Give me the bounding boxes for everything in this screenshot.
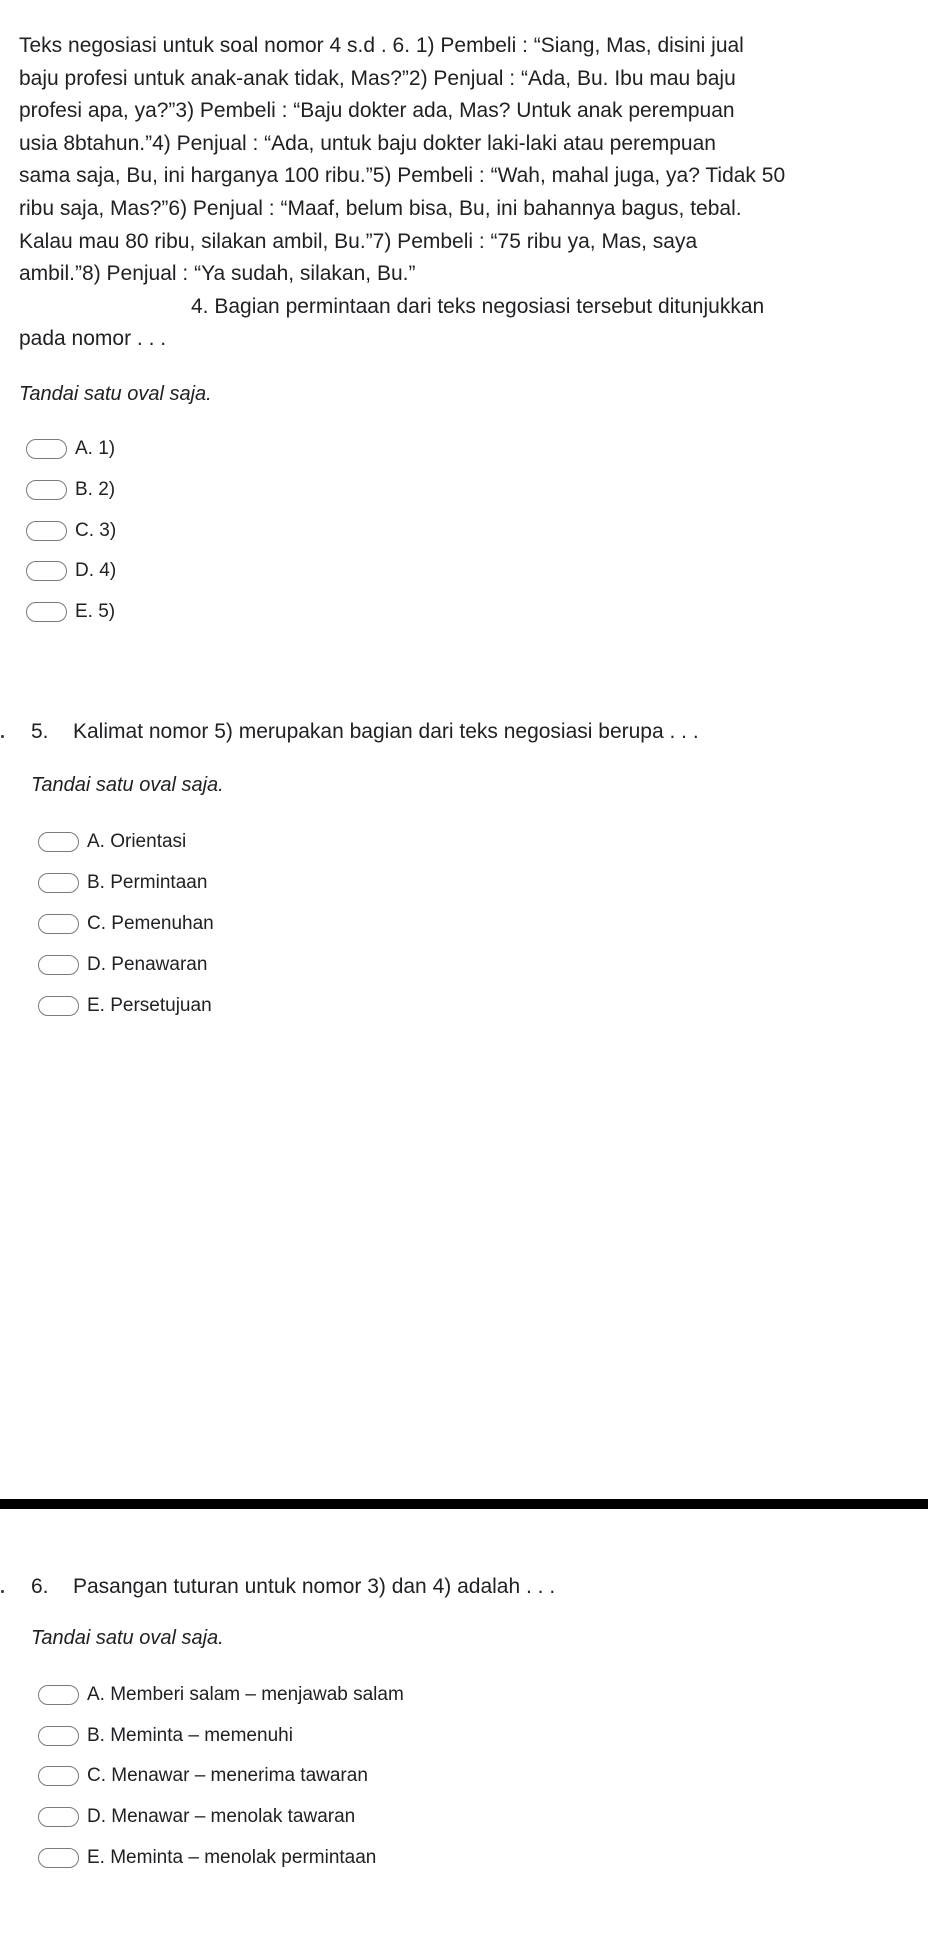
option-label: A. 1)	[75, 438, 116, 459]
q5-option-b[interactable]	[38, 868, 207, 898]
q6-option-b[interactable]	[38, 1721, 293, 1751]
q6-option-e[interactable]	[38, 1843, 376, 1873]
radio-oval[interactable]	[38, 1807, 79, 1827]
passage-line: sama saja, Bu, ini harganya 100 ribu.”5) Pembeli : “Wah, mahal juga, ya? Tidak 50	[19, 164, 786, 188]
option-label: B. Meminta – memenuhi	[87, 1725, 293, 1746]
option-label: E. Persetujuan	[87, 995, 212, 1016]
radio-oval[interactable]	[38, 832, 79, 852]
q4-option-b[interactable]	[26, 475, 115, 505]
q6-option-d[interactable]	[38, 1802, 355, 1832]
q5-title	[31, 720, 699, 744]
option-label: D. 4)	[75, 560, 117, 581]
q6-title	[31, 1575, 555, 1599]
passage-line: baju profesi untuk anak-anak tidak, Mas?”2) Penjual : “Ada, Bu. Ibu mau baju	[19, 66, 736, 90]
page-divider	[0, 1499, 928, 1509]
q5-option-d[interactable]	[38, 950, 207, 980]
radio-oval[interactable]	[38, 955, 79, 975]
passage-line: profesi apa, ya?”3) Pembeli : “Baju dokter ada, Mas? Untuk anak perempuan	[19, 99, 735, 123]
q5-text: Kalimat nomor 5) merupakan bagian dari teks negosiasi berupa . . .	[73, 720, 699, 743]
option-label: B. Permintaan	[87, 872, 208, 893]
passage-line: usia 8btahun.”4) Penjual : “Ada, untuk baju dokter laki-laki atau perempuan	[19, 131, 716, 155]
radio-oval[interactable]	[38, 914, 79, 934]
q4-option-c[interactable]	[26, 516, 116, 546]
radio-oval[interactable]	[38, 873, 79, 893]
passage-line: Kalau mau 80 ribu, silakan ambil, Bu.”7) Pembeli : “75 ribu ya, Mas, saya	[19, 229, 698, 253]
margin-dot	[1, 735, 4, 738]
option-label: C. 3)	[75, 520, 117, 541]
radio-oval[interactable]	[26, 521, 67, 541]
option-label: A. Memberi salam – menjawab salam	[87, 1684, 404, 1705]
q4-option-e[interactable]	[26, 597, 115, 627]
radio-oval[interactable]	[26, 561, 67, 581]
q5-option-e[interactable]	[38, 991, 212, 1021]
option-label: C. Menawar – menerima tawaran	[87, 1765, 368, 1786]
option-label: D. Menawar – menolak tawaran	[87, 1806, 356, 1827]
q4-passage	[19, 30, 819, 356]
radio-oval[interactable]	[38, 1848, 79, 1868]
q4-question-text: 4. Bagian permintaan dari teks negosiasi tersebut ditunjukkan	[191, 294, 765, 318]
margin-dot	[1, 1590, 4, 1593]
q4-question-text-cont: pada nomor . . .	[19, 327, 167, 351]
q6-option-a[interactable]	[38, 1680, 404, 1710]
option-label: B. 2)	[75, 479, 116, 500]
radio-oval[interactable]	[26, 602, 67, 622]
q6-number: 6.	[31, 1575, 49, 1598]
q6-option-c[interactable]	[38, 1761, 368, 1791]
q6-text: Pasangan tuturan untuk nomor 3) dan 4) adalah . . .	[73, 1575, 556, 1598]
passage-line: Teks negosiasi untuk soal nomor 4 s.d . 6. 1) Pembeli : “Siang, Mas, disini jual	[19, 34, 744, 57]
q5-option-c[interactable]	[38, 909, 214, 939]
option-label: C. Pemenuhan	[87, 913, 214, 934]
radio-oval[interactable]	[38, 1726, 79, 1746]
radio-oval[interactable]	[26, 439, 67, 459]
q6-instruction: Tandai satu oval saja.	[31, 1627, 224, 1649]
option-label: D. Penawaran	[87, 954, 208, 975]
q5-number: 5.	[31, 720, 49, 743]
q5-option-a[interactable]	[38, 827, 186, 857]
radio-oval[interactable]	[38, 996, 79, 1016]
q4-option-a[interactable]	[26, 434, 115, 464]
radio-oval[interactable]	[38, 1685, 79, 1705]
option-label: E. Meminta – menolak permintaan	[87, 1847, 377, 1868]
q5-instruction: Tandai satu oval saja.	[31, 774, 224, 796]
q4-option-d[interactable]	[26, 556, 116, 586]
radio-oval[interactable]	[26, 480, 67, 500]
radio-oval[interactable]	[38, 1766, 79, 1786]
option-label: E. 5)	[75, 601, 116, 622]
passage-line: ambil.”8) Penjual : “Ya sudah, silakan, Bu.”	[19, 262, 416, 286]
q4-instruction: Tandai satu oval saja.	[19, 383, 212, 405]
passage-line: ribu saja, Mas?”6) Penjual : “Maaf, belum bisa, Bu, ini bahannya bagus, tebal.	[19, 196, 742, 220]
option-label: A. Orientasi	[87, 831, 187, 852]
